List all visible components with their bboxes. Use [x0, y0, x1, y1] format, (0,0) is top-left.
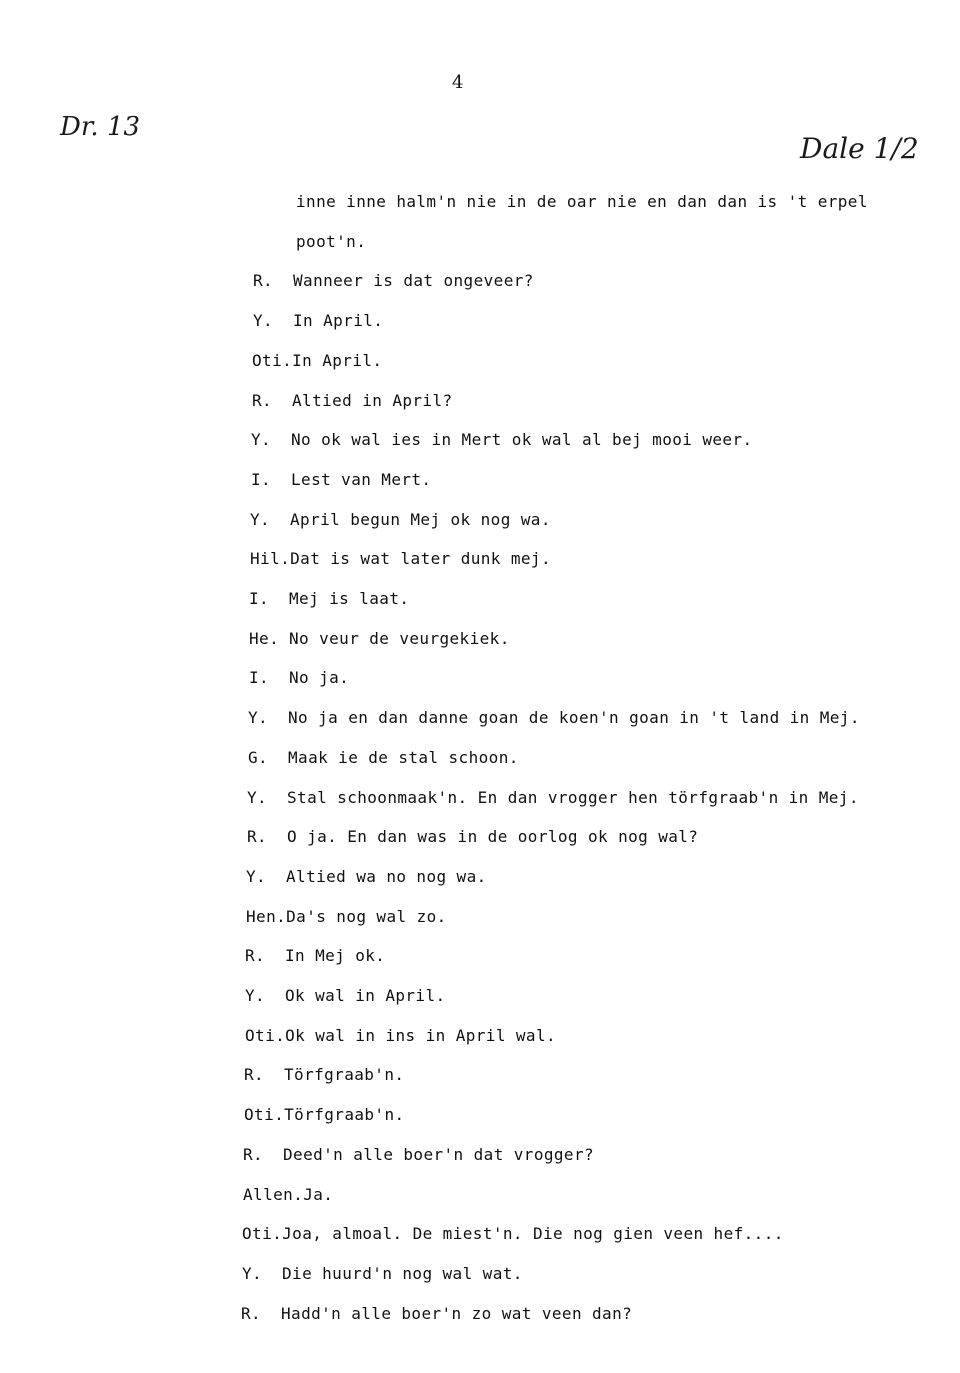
- transcript-line: [245, 1026, 556, 1045]
- handwritten-annotation-left: Dr. 13: [60, 112, 141, 142]
- speaker-label: R.: [253, 271, 274, 291]
- speaker-label: Y.: [247, 787, 268, 807]
- utterance-text: Stal schoonmaak'n. En dan vrogger hen törfgraab'n in Mej.: [287, 787, 859, 807]
- transcript-line: [253, 311, 383, 330]
- transcript-line: [242, 1264, 523, 1283]
- speaker-label: R.: [247, 827, 268, 847]
- speaker-label: I.: [251, 469, 272, 489]
- transcript-line: [243, 1145, 594, 1164]
- speaker-label: Oti.: [244, 1105, 285, 1125]
- speaker-label: Y.: [242, 1263, 263, 1283]
- transcript-line: [296, 192, 868, 211]
- utterance-text: In April.: [292, 350, 383, 370]
- speaker-label: R.: [245, 946, 266, 966]
- transcript-line: [245, 986, 446, 1005]
- speaker-label: Hil.: [250, 549, 291, 569]
- utterance-text: Die huurd'n nog wal wat.: [282, 1263, 523, 1283]
- utterance-text: Lest van Mert.: [291, 469, 432, 489]
- page-number: 4: [452, 72, 464, 93]
- utterance-text: Ok wal in April.: [285, 986, 446, 1005]
- utterance-text: Deed'n alle boer'n dat vrogger?: [283, 1144, 595, 1164]
- utterance-text: April begun Mej ok nog wa.: [290, 509, 551, 529]
- transcript-line: [296, 232, 366, 251]
- transcript-line: [251, 430, 753, 449]
- transcript-line: [245, 946, 385, 965]
- transcript-line: [248, 748, 519, 767]
- speaker-label: G.: [248, 747, 269, 767]
- transcript-line: [248, 708, 860, 727]
- transcript-line: [246, 907, 447, 926]
- speaker-label: Hen.: [246, 906, 287, 926]
- utterance-text: In April.: [293, 311, 384, 331]
- utterance-text: Maak ie de stal schoon.: [288, 747, 519, 767]
- speaker-label: I.: [249, 589, 270, 608]
- utterance-text: Dat is wat later dunk mej.: [290, 549, 551, 569]
- utterance-text: No ja.: [289, 668, 350, 688]
- transcript-line: [246, 867, 487, 886]
- speaker-label: He.: [249, 628, 280, 648]
- transcript-line: [244, 1105, 405, 1124]
- speaker-label: R.: [243, 1144, 264, 1164]
- utterance-text: poot'n.: [296, 231, 367, 251]
- utterance-text: Törfgraab'n.: [284, 1105, 405, 1125]
- speaker-label: Y.: [246, 866, 267, 886]
- utterance-text: In Mej ok.: [285, 946, 386, 966]
- transcript-line: [249, 589, 409, 608]
- speaker-label: Y.: [253, 311, 274, 331]
- transcript-line: [252, 351, 382, 370]
- utterance-text: Wanneer is dat ongeveer?: [293, 271, 534, 291]
- utterance-text: No veur de veurgekiek.: [289, 628, 510, 648]
- utterance-text: Mej is laat.: [289, 589, 410, 608]
- speaker-label: Oti.: [245, 1025, 286, 1045]
- utterance-text: Törfgraab'n.: [284, 1065, 405, 1085]
- utterance-text: O ja. En dan was in de oorlog ok nog wal?: [287, 827, 699, 847]
- utterance-text: Joa, almoal. De miest'n. Die nog gien veen hef....: [282, 1224, 784, 1244]
- transcript-line: [247, 827, 698, 846]
- utterance-text: Ok wal in ins in April wal.: [285, 1025, 557, 1045]
- speaker-label: Oti.: [252, 350, 293, 370]
- utterance-text: Da's nog wal zo.: [286, 906, 447, 926]
- transcript-line: [242, 1224, 784, 1243]
- speaker-label: Y.: [248, 708, 269, 728]
- handwritten-annotation-right: Dale 1/2: [800, 132, 919, 165]
- speaker-label: Allen.: [243, 1184, 304, 1204]
- transcript-line: [249, 668, 349, 687]
- transcript-line: [250, 510, 551, 529]
- utterance-text: No ja en dan danne goan de koen'n goan in 't land in Mej.: [288, 708, 860, 728]
- speaker-label: Y.: [250, 509, 271, 529]
- speaker-label: I.: [249, 668, 270, 688]
- speaker-label: Oti.: [242, 1224, 283, 1244]
- transcript-line: [241, 1304, 632, 1323]
- transcript-line: [253, 271, 534, 290]
- utterance-text: Altied in April?: [292, 390, 453, 410]
- transcript-line: [244, 1065, 404, 1084]
- speaker-label: R.: [244, 1065, 265, 1085]
- transcript-line: [243, 1185, 333, 1204]
- transcript-line: [250, 549, 551, 568]
- utterance-text: No ok wal ies in Mert ok wal al bej mooi weer.: [291, 430, 753, 450]
- transcript-line: [252, 391, 453, 410]
- speaker-label: R.: [241, 1303, 262, 1323]
- speaker-label: Y.: [251, 430, 272, 450]
- transcript-line: [249, 629, 510, 648]
- transcript-line: [247, 788, 859, 807]
- utterance-text: Hadd'n alle boer'n zo wat veen dan?: [281, 1303, 633, 1323]
- utterance-text: inne inne halm'n nie in de oar nie en dan dan is 't erpel: [296, 192, 868, 211]
- utterance-text: Ja.: [303, 1184, 334, 1204]
- utterance-text: Altied wa no nog wa.: [286, 866, 487, 886]
- speaker-label: R.: [252, 390, 273, 410]
- speaker-label: Y.: [245, 986, 266, 1005]
- transcript-line: [251, 470, 431, 489]
